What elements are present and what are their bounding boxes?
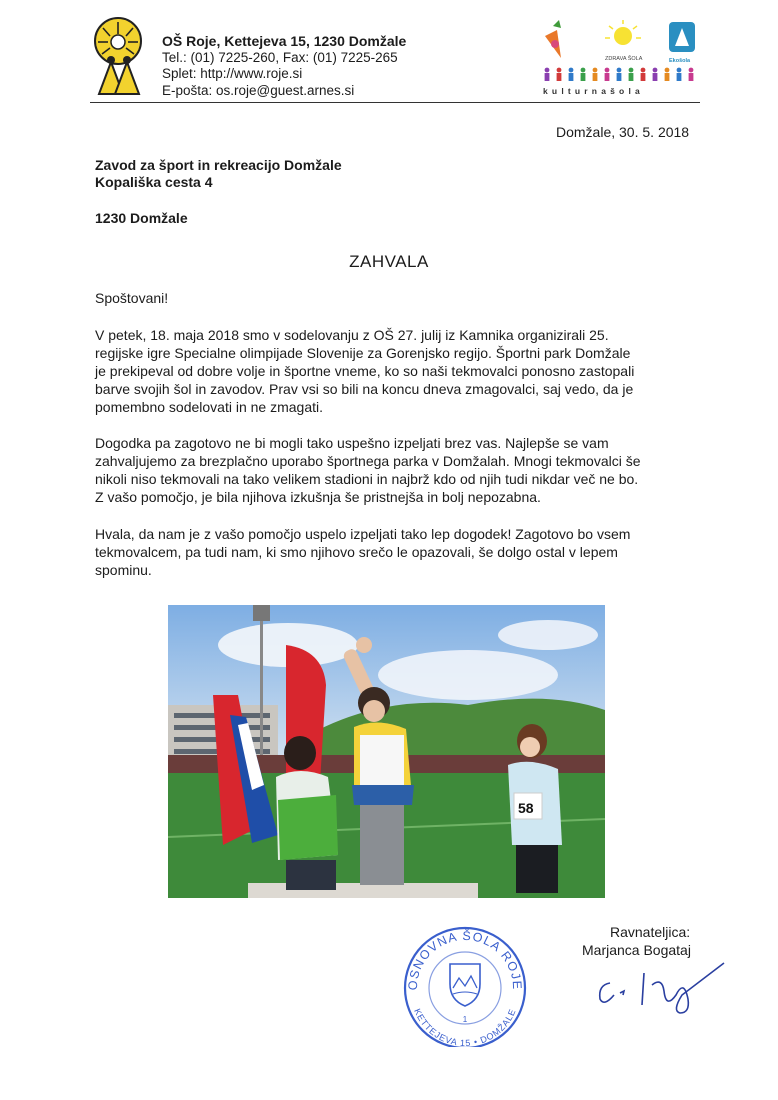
svg-text:Ekošola: Ekošola [669,58,691,64]
text-line: zahvaljujemo za brezplačno uporabo športnega parka v Domžalah. Mnogi tekmovalci še [95,453,641,469]
recipient-city: 1230 Domžale [95,210,188,226]
text-line: regijske igre Specialne olimpijade Slovenije za Gorenjsko regijo. Športni park Domžale [95,345,631,361]
school-website: Splet: http://www.roje.si [162,66,303,81]
school-logo [93,16,143,96]
podium [248,883,478,898]
people-row-icon [545,68,694,81]
recipient-address [95,157,342,191]
school-name: OŠ Roje, Kettejeva 15, 1230 Domžale [162,33,407,49]
text-line: nikoli niso tekmovali na tako velikem stadioni in najbrž kdo od njih tudi nikdar več ne bo. [95,471,639,487]
letter-title: ZAHVALA [349,252,429,271]
stamp-text-top: OSNOVNA ŠOLA ROJE [405,928,525,991]
handwritten-signature [592,955,732,1015]
floodlight-pole [260,613,263,763]
school-email: E-pošta: os.roje@guest.arnes.si [162,82,355,98]
stamp-text-bottom: KETTEJEVA 15 • DOMŽALE [412,1007,518,1047]
eco-school-logo [669,22,695,64]
paragraph-1 [95,326,715,416]
school-phone-fax: Tel.: (01) 7225-260, Fax: (01) 7225-265 [162,49,398,65]
letter-date: Domžale, 30. 5. 2018 [556,124,690,140]
stamp-number: 1 [462,1015,468,1024]
signatory-role: Ravnateljica: [610,924,691,940]
svg-text:OSNOVNA ŠOLA ROJE [406,928,524,991]
text-line: spominu. [95,562,152,578]
school-stamp [395,922,535,1047]
carrot-mascot-icon [545,20,561,58]
text-line: Hvala, da nam je z vašo pomočjo uspelo izpeljati tako lep dogodek! Zagotovo bo vsem [95,526,631,542]
paragraph-2 [95,434,715,506]
signatory-name: Marjanca Bogataj [582,942,691,958]
school-contact-info [162,33,406,99]
healthy-school-logo [605,20,643,62]
recipient-line: Zavod za šport in rekreacijo Domžale [95,157,342,173]
recipient-line: Kopališka cesta 4 [95,174,213,190]
text-line: Dogodka pa zagotovo ne bi mogli tako uspešno izpeljati brez vas. Najlepše se vam [95,435,609,451]
coat-of-arms-icon [450,964,480,1006]
text-line: je prekipeval od dobre volje in športne vneme, ko so naši tekmovalci ponosno zastopali [95,363,635,379]
text-line: pomembno sodelovati in ne zmagati. [95,399,324,415]
event-photo [168,605,605,898]
bib-number: 58 [518,800,534,816]
text-line: tekmovalcem, pa tudi nam, ki smo njihovo srečo le opazovali, še dolgo ostal v lepem [95,544,618,560]
letter-salutation: Spoštovani! [95,290,169,306]
text-line: V petek, 18. maja 2018 smo v sodelovanju z OŠ 27. julij iz Kamnika organizirali 25. [95,327,609,343]
text-line: Z vašo pomočjo, je bila njihova izkušnja še pristnejša in bolj nepozabna. [95,489,541,505]
svg-text:ZDRAVA ŠOLA: ZDRAVA ŠOLA [605,56,643,62]
paragraph-3 [95,525,715,579]
text-line: barve svojih šol in zavodov. Prav vsi so bili na koncu dneva zmagovalci, saj vedo, da je [95,381,634,397]
svg-text:KETTEJEVA 15 • DOMŽALE [412,1007,518,1047]
header-divider [90,102,700,103]
cultural-school-label: kulturnašola [543,86,644,96]
